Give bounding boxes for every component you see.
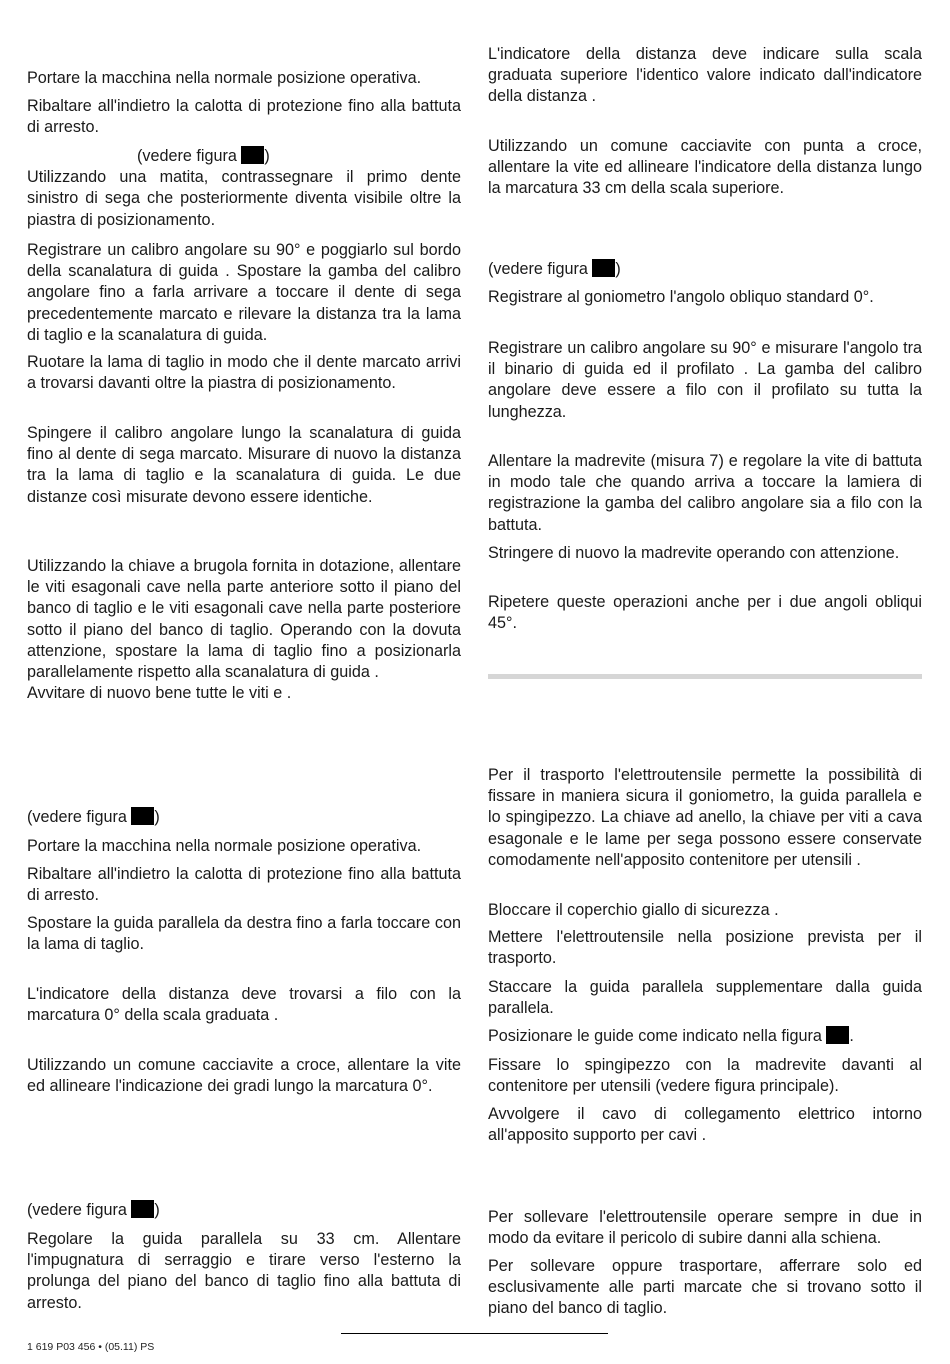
paragraph [27,146,461,231]
footer-rule [341,1333,608,1334]
paragraph: Ribaltare all'indietro la calotta di protezione fino alla battuta di arresto. [27,865,461,905]
paragraph: Utilizzando un comune cacciavite con punta a croce, allentare la vite ed allineare l'indicatore della distanza lungo la marcatura 33 cm della scala superiore. [488,137,922,198]
paragraph: Fissare lo spingipezzo con la madrevite davanti al contenitore per utensili (vedere figura principale). [488,1056,922,1096]
paragraph: Portare la macchina nella normale posizione operativa. [27,837,422,855]
section-divider [488,674,922,679]
paragraph: Avvolgere il cavo di collegamento elettrico intorno all'apposito supporto per cavi . [488,1105,922,1145]
paragraph: Regolare la guida parallela su 33 cm. Allentare l'impugnatura di serraggio e tirare verso l'esterno la prolunga del piano del banco di taglio fino alla battuta di arresto. [27,1230,461,1312]
figure-number-box [826,1026,849,1044]
paragraph-text: Avvitare di nuovo bene tutte le viti e . [27,684,292,703]
figure-ref-text: (vedere figura [488,260,593,278]
paragraph-text: Posizionare le guide come indicato nella figura [488,1027,827,1045]
paragraph: Ribaltare all'indietro la calotta di protezione fino alla battuta di arresto. [27,97,461,137]
figure-number-box [131,1200,154,1218]
footer-code: 1 619 P03 456 • (05.11) PS [27,1341,155,1353]
paragraph: L'indicatore della distanza deve indicare sulla scala graduata superiore l'identico valore indicato dall'indicatore della distanza . [488,45,922,106]
figure-ref-text: (vedere figura [27,808,132,826]
paragraph-text: Utilizzando una matita, contrassegnare il primo dente sinistro di sega che posteriormente diventa visibile oltre la piastra di posizionamento. [27,168,461,229]
figure-ref-text: (vedere figura [137,147,242,165]
paragraph: Spingere il calibro angolare lungo la scanalatura di guida fino al dente di sega marcato. Misurare di nuovo la distanza tra la lama di taglio e la scanalatura di guida. Le due distanze così misurate devono essere identiche. [27,424,461,506]
paragraph: Stringere di nuovo la madrevite operando con attenzione. [488,544,900,562]
figure-ref-close: ) [154,1201,160,1219]
paragraph-text: Utilizzando la chiave a brugola fornita in dotazione, allentare le viti esagonali cave nella parte anteriore sotto il piano del banco di taglio e le viti esagonali cave nella parte posteriore sotto il piano del banco di taglio. Operando con la dovuta attenzione, spostare la lama di taglio fino a posizionarla parallelamente rispetto alla scanalatura di guida . [27,557,461,682]
figure-ref-text: (vedere figura [27,1201,132,1219]
paragraph: Registrare al goniometro l'angolo obliquo standard 0°. [488,288,874,306]
paragraph: Ripetere queste operazioni anche per i due angoli obliqui 45°. [488,593,922,633]
paragraph: Per sollevare oppure trasportare, afferrare solo ed esclusivamente alle parti marcate che si trovano sotto il piano del banco di taglio. [488,1257,922,1318]
paragraph: Bloccare il coperchio giallo di sicurezza . [488,901,779,919]
paragraph [488,259,922,280]
paragraph: Allentare la madrevite (misura 7) e regolare la vite di battuta in modo tale che quando arriva a toccare la lamiera di registrazione la gamba del calibro angolare sia a filo con la battuta. [488,452,922,534]
paragraph: Registrare un calibro angolare su 90° e misurare l'angolo tra il binario di guida ed il profilato . La gamba del calibro angolare deve essere a filo con il profilato su tutta la lunghezza. [488,339,922,421]
paragraph: Registrare un calibro angolare su 90° e poggiarlo sul bordo della scanalatura di guida . Spostare la gamba del calibro angolare fino a farla arrivare a toccare il dente di sega precedentemente marcato e rilevare la distanza tra la lama di taglio e la scanalatura di guida. [27,241,461,344]
paragraph: Spostare la guida parallela da destra fino a farla toccare con la lama di taglio. [27,914,461,954]
figure-number-box [592,259,615,277]
paragraph: L'indicatore della distanza deve trovarsi a filo con la marcatura 0° della scala graduata . [27,985,461,1025]
paragraph: Ruotare la lama di taglio in modo che il dente marcato arrivi a trovarsi davanti oltre la piastra di posizionamento. [27,353,461,393]
paragraph [27,807,461,828]
paragraph [27,556,461,704]
paragraph: Staccare la guida parallela supplementare dalla guida parallela. [488,978,922,1018]
figure-number-box [241,146,264,164]
paragraph: Per il trasporto l'elettroutensile permette la possibilità di fissare in maniera sicura il goniometro, la guida parallela e lo spingipezzo. La chiave ad anello, la chiave per viti a cava esagonale e le lame per sega possono essere conservate comodamente nell'apposito contenitore per utensili . [488,766,922,869]
figure-ref-close: ) [154,808,160,826]
paragraph: Per sollevare l'elettroutensile operare sempre in due in modo da evitare il pericolo di subire danni alla schiena. [488,1208,922,1248]
paragraph [488,1026,922,1047]
figure-ref-close: ) [264,147,270,165]
paragraph [27,1200,461,1221]
paragraph: Utilizzando un comune cacciavite a croce, allentare la vite ed allineare l'indicazione dei gradi lungo la marcatura 0°. [27,1056,461,1096]
paragraph-end: . [849,1027,854,1045]
paragraph: Portare la macchina nella normale posizione operativa. [27,69,422,87]
paragraph: Mettere l'elettroutensile nella posizione prevista per il trasporto. [488,928,922,968]
figure-ref-close: ) [615,260,621,278]
figure-number-box [131,807,154,825]
